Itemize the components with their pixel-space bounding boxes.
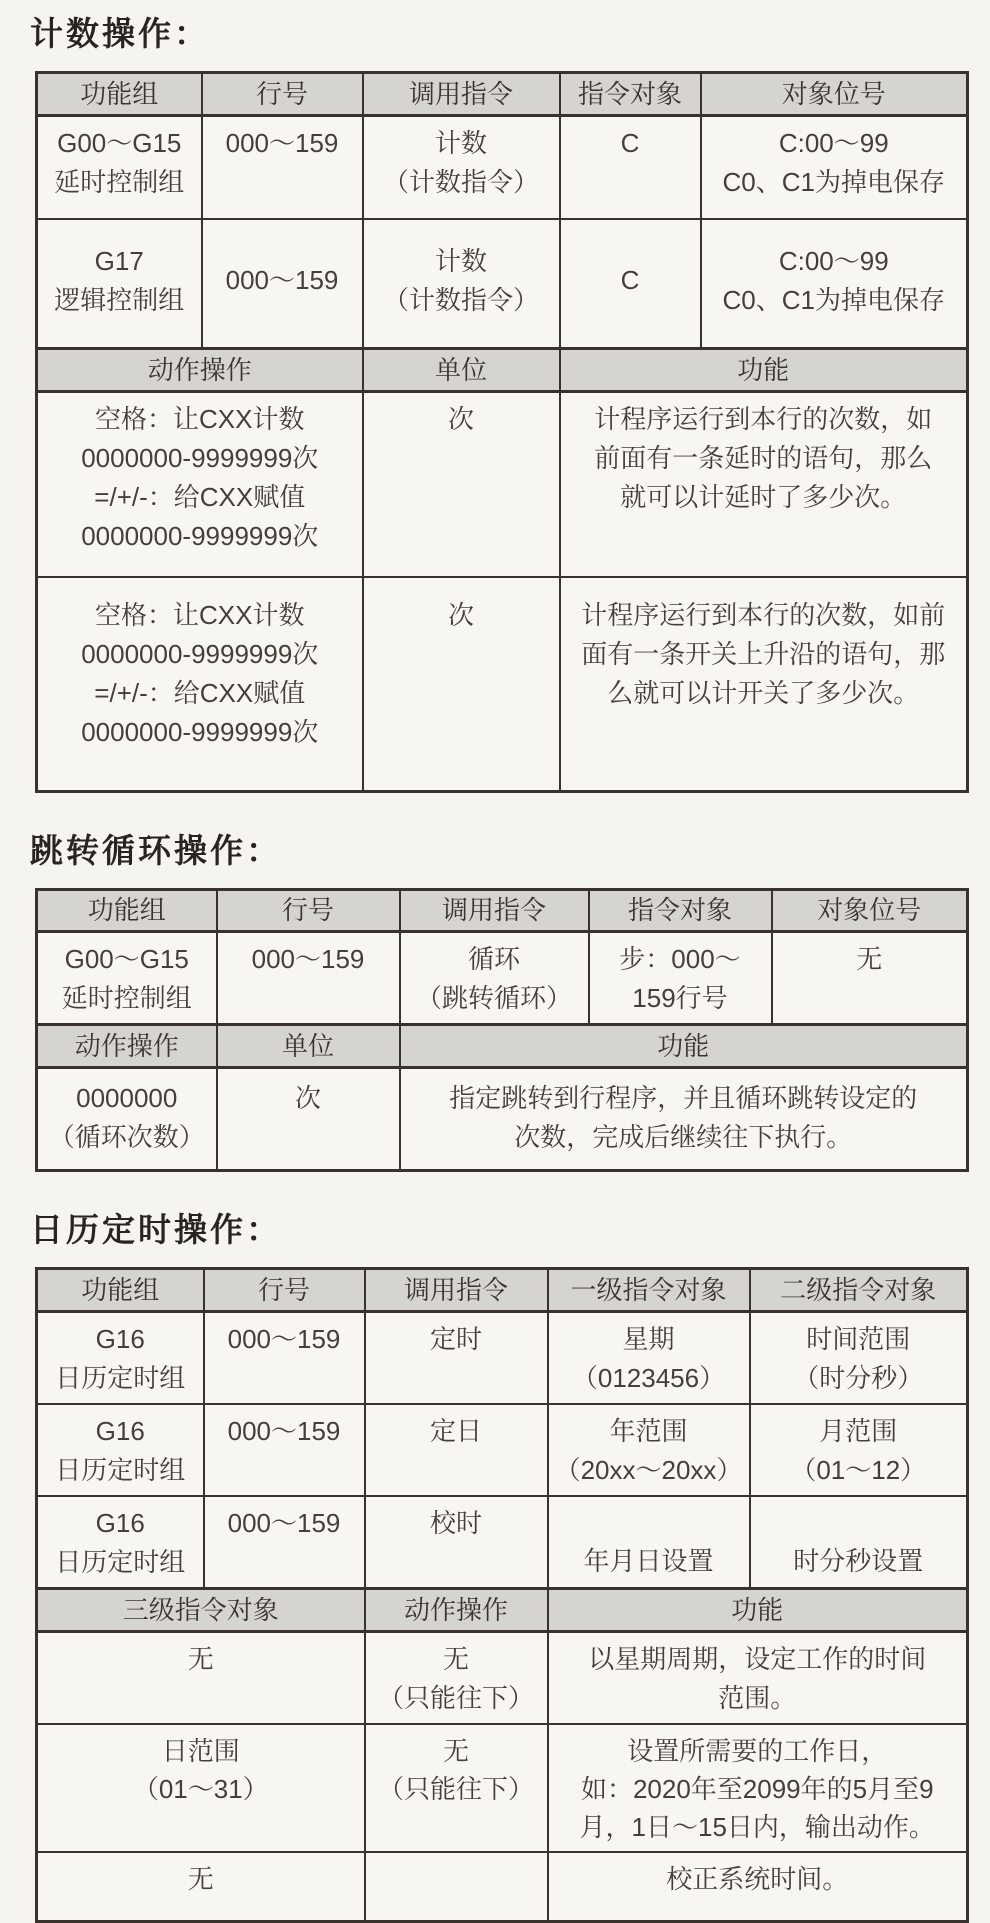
table-cell bbox=[548, 1852, 968, 1921]
cell-text-line: 计程序运行到本行的次数，如前 bbox=[581, 599, 946, 630]
counting-operations-table bbox=[35, 71, 969, 793]
section-title-jump-loop: 跳转循环操作： bbox=[30, 832, 282, 869]
cell-text-line: 设置所需要的工作日， bbox=[627, 1736, 888, 1766]
cell-text-line: 000～159 bbox=[225, 128, 339, 158]
table-cell bbox=[365, 1404, 548, 1496]
cell-text-line: 步：000～ bbox=[619, 944, 741, 974]
table-cell bbox=[701, 116, 968, 219]
table-cell bbox=[365, 1852, 548, 1921]
table-cell bbox=[750, 1496, 968, 1589]
cell-text-line: 次数，完成后继续往下执行。 bbox=[514, 1122, 853, 1152]
table-cell bbox=[37, 1852, 365, 1921]
cell-text-line: （计数指令） bbox=[382, 167, 539, 197]
table-row bbox=[37, 1269, 968, 1312]
table-cell bbox=[37, 1724, 365, 1852]
table-row bbox=[37, 1632, 968, 1725]
cell-text-line: 空格：让CXX计数 bbox=[95, 404, 305, 434]
cell-text-line: 时间范围 bbox=[806, 1324, 911, 1354]
cell-text-line: （计数指令） bbox=[382, 284, 539, 315]
cell-text-line: 动作操作 bbox=[403, 1594, 508, 1625]
column-header bbox=[37, 349, 363, 392]
column-header bbox=[548, 1269, 750, 1312]
cell-text-line: 就可以计延时了多少次。 bbox=[620, 482, 907, 512]
table-cell bbox=[217, 932, 400, 1025]
cell-text-line: 指令对象 bbox=[577, 78, 682, 109]
cell-text-line: 三级指令对象 bbox=[122, 1594, 279, 1625]
cell-text-line: 一级指令对象 bbox=[570, 1274, 727, 1305]
section-title-counting: 计数操作： bbox=[30, 15, 210, 52]
cell-text-line: 0000000-9999999次 bbox=[81, 521, 319, 551]
column-header bbox=[202, 73, 363, 116]
table-cell bbox=[204, 1404, 365, 1496]
cell-text-line: 无 bbox=[442, 1644, 469, 1674]
table-row bbox=[37, 392, 968, 577]
cell-text-line: G17 bbox=[94, 245, 144, 276]
cell-text-line: 计程序运行到本行的次数，如 bbox=[594, 404, 933, 434]
cell-text-line: 校时 bbox=[429, 1508, 482, 1538]
table-row bbox=[37, 1068, 968, 1171]
table-cell bbox=[217, 1068, 400, 1171]
table-cell bbox=[560, 116, 701, 219]
table-cell bbox=[750, 1312, 968, 1405]
table-cell bbox=[363, 392, 560, 577]
table-cell bbox=[204, 1496, 365, 1589]
cell-text-line: G16 bbox=[95, 1324, 145, 1354]
cell-text-line: 无 bbox=[187, 1864, 214, 1894]
cell-text-line: 延时控制组 bbox=[54, 167, 185, 197]
cell-text-line: C:00～99 bbox=[778, 128, 889, 158]
table-cell bbox=[202, 116, 363, 219]
cell-text-line: （循环次数） bbox=[48, 1122, 205, 1152]
cell-text-line: 对象位号 bbox=[781, 78, 886, 109]
column-header bbox=[37, 1025, 217, 1068]
cell-text-line: 定时 bbox=[429, 1324, 482, 1354]
cell-text-line: 月，1日～15日内，输出动作。 bbox=[579, 1812, 935, 1842]
cell-text-line: 面有一条开关上升沿的语句，那 bbox=[581, 638, 946, 669]
column-header bbox=[772, 890, 968, 932]
column-header bbox=[217, 890, 400, 932]
calendar-timer-operations-table bbox=[35, 1267, 969, 1923]
table-cell bbox=[37, 1632, 365, 1725]
cell-text-line: 000～159 bbox=[227, 1324, 341, 1354]
table-cell bbox=[701, 219, 968, 349]
column-header bbox=[701, 73, 968, 116]
cell-text-line: 0000000-9999999次 bbox=[81, 716, 319, 747]
cell-text-line: 0000000-9999999次 bbox=[81, 638, 319, 669]
cell-text-line: =/+/-：给CXX赋值 bbox=[94, 482, 306, 512]
table-cell bbox=[37, 392, 363, 577]
table-cell bbox=[204, 1312, 365, 1405]
column-header bbox=[363, 349, 560, 392]
cell-text-line: 000～159 bbox=[227, 1416, 341, 1446]
table-cell bbox=[363, 116, 560, 219]
column-header bbox=[400, 1025, 968, 1068]
cell-text-line: 000～159 bbox=[251, 944, 365, 974]
cell-text-line: （跳转循环） bbox=[415, 983, 572, 1013]
cell-text-line: 时分秒设置 bbox=[793, 1546, 924, 1576]
cell-text-line: 年月日设置 bbox=[583, 1546, 714, 1576]
table-cell bbox=[548, 1724, 968, 1852]
cell-text-line: 000～159 bbox=[227, 1508, 341, 1538]
cell-text-line: 定日 bbox=[429, 1416, 482, 1446]
cell-text-line: 日历定时组 bbox=[55, 1363, 186, 1393]
cell-text-line: 159行号 bbox=[632, 983, 728, 1013]
cell-text-line: 么就可以计开关了多少次。 bbox=[607, 677, 920, 708]
cell-text-line: C bbox=[620, 265, 640, 296]
column-header bbox=[750, 1269, 968, 1312]
table-cell bbox=[37, 1068, 217, 1171]
table-row bbox=[37, 1724, 968, 1852]
cell-text-line: 空格：让CXX计数 bbox=[95, 599, 305, 630]
section-title-calendar-timer: 日历定时操作： bbox=[30, 1211, 282, 1248]
column-header bbox=[548, 1589, 968, 1632]
table-cell bbox=[202, 219, 363, 349]
cell-text-line: C0、C1为掉电保存 bbox=[722, 167, 945, 197]
cell-text-line: 计数 bbox=[434, 128, 487, 158]
table-row bbox=[37, 1852, 968, 1921]
cell-text-line: 无 bbox=[187, 1644, 214, 1674]
column-header bbox=[365, 1269, 548, 1312]
cell-text-line: 无 bbox=[442, 1736, 469, 1766]
table-cell bbox=[37, 577, 363, 792]
table-cell bbox=[560, 392, 968, 577]
cell-text-line: G16 bbox=[95, 1416, 145, 1446]
table-row bbox=[37, 1589, 968, 1632]
cell-text-line: G16 bbox=[95, 1508, 145, 1538]
cell-text-line: 次 bbox=[294, 1083, 321, 1113]
table-cell bbox=[363, 577, 560, 792]
cell-text-line: 日范围 bbox=[161, 1736, 240, 1766]
cell-text-line: 日历定时组 bbox=[55, 1547, 186, 1577]
cell-text-line: 校正系统时间。 bbox=[666, 1864, 849, 1894]
table-cell bbox=[548, 1312, 750, 1405]
cell-text-line: =/+/-：给CXX赋值 bbox=[94, 677, 306, 708]
cell-text-line: 行号 bbox=[281, 895, 334, 925]
column-header bbox=[217, 1025, 400, 1068]
cell-text-line: （只能往下） bbox=[377, 1774, 534, 1804]
table-row bbox=[37, 1025, 968, 1068]
table-cell bbox=[365, 1724, 548, 1852]
table-cell bbox=[772, 932, 968, 1025]
cell-text-line: 功能组 bbox=[80, 78, 159, 109]
table-row bbox=[37, 116, 968, 219]
table-cell bbox=[750, 1404, 968, 1496]
column-header bbox=[589, 890, 772, 932]
cell-text-line: C0、C1为掉电保存 bbox=[722, 284, 945, 315]
cell-text-line: C:00～99 bbox=[778, 245, 889, 276]
cell-text-line: 单位 bbox=[434, 354, 487, 385]
column-header bbox=[560, 349, 968, 392]
table-cell bbox=[548, 1496, 750, 1589]
table-row bbox=[37, 219, 968, 349]
cell-text-line: （01～31） bbox=[132, 1774, 269, 1804]
cell-text-line: 以星期周期，设定工作的时间 bbox=[588, 1644, 927, 1674]
cell-text-line: 前面有一条延时的语句，那么 bbox=[594, 443, 933, 473]
table-row bbox=[37, 1404, 968, 1496]
cell-text-line: G00～G15 bbox=[64, 944, 189, 974]
table-row bbox=[37, 1496, 968, 1589]
table-cell bbox=[400, 932, 589, 1025]
cell-text-line: 指定跳转到行程序，并且循环跳转设定的 bbox=[449, 1083, 918, 1113]
cell-text-line: 000～159 bbox=[225, 265, 339, 296]
cell-text-line: 逻辑控制组 bbox=[54, 284, 185, 315]
cell-text-line: 无 bbox=[856, 944, 883, 974]
table-row bbox=[37, 1312, 968, 1405]
table-cell bbox=[365, 1632, 548, 1725]
cell-text-line: 动作操作 bbox=[147, 354, 252, 385]
table-cell bbox=[37, 116, 202, 219]
cell-text-line: 如：2020年至2099年的5月至9 bbox=[580, 1774, 934, 1804]
cell-text-line: 星期 bbox=[622, 1324, 675, 1354]
cell-text-line: 循环 bbox=[467, 944, 520, 974]
table-cell bbox=[548, 1404, 750, 1496]
table-cell bbox=[365, 1312, 548, 1405]
table-row bbox=[37, 349, 968, 392]
table-cell bbox=[37, 1404, 204, 1496]
cell-text-line: （20xx～20xx） bbox=[554, 1455, 743, 1485]
table-cell bbox=[363, 219, 560, 349]
table-cell bbox=[548, 1632, 968, 1725]
cell-text-line: （0123456） bbox=[571, 1363, 726, 1393]
table-row bbox=[37, 890, 968, 932]
cell-text-line: 功能组 bbox=[81, 1274, 160, 1305]
column-header bbox=[363, 73, 560, 116]
column-header bbox=[400, 890, 589, 932]
cell-text-line: 调用指令 bbox=[441, 895, 546, 925]
cell-text-line: 功能组 bbox=[87, 895, 166, 925]
cell-text-line: 0000000 bbox=[76, 1083, 178, 1113]
table-row bbox=[37, 73, 968, 116]
cell-text-line: 二级指令对象 bbox=[780, 1274, 937, 1305]
cell-text-line: 延时控制组 bbox=[61, 983, 192, 1013]
cell-text-line: G00～G15 bbox=[57, 128, 182, 158]
cell-text-line: 对象位号 bbox=[817, 895, 922, 925]
cell-text-line: 0000000-9999999次 bbox=[81, 443, 319, 473]
cell-text-line: 范围。 bbox=[718, 1683, 797, 1713]
cell-text-line: 指令对象 bbox=[627, 895, 732, 925]
cell-text-line: （只能往下） bbox=[377, 1683, 534, 1713]
table-cell bbox=[37, 932, 217, 1025]
table-row bbox=[37, 932, 968, 1025]
cell-text-line: 功能 bbox=[737, 354, 790, 385]
column-header bbox=[560, 73, 701, 116]
table-cell bbox=[37, 219, 202, 349]
cell-text-line: 年范围 bbox=[609, 1416, 688, 1446]
table-cell bbox=[560, 219, 701, 349]
table-cell bbox=[365, 1496, 548, 1589]
cell-text-line: 单位 bbox=[281, 1030, 334, 1061]
column-header bbox=[37, 890, 217, 932]
cell-text-line: 动作操作 bbox=[74, 1030, 179, 1061]
cell-text-line: 行号 bbox=[257, 1274, 310, 1305]
table-row bbox=[37, 577, 968, 792]
table-cell bbox=[589, 932, 772, 1025]
cell-text-line: 次 bbox=[447, 404, 474, 434]
table-cell bbox=[560, 577, 968, 792]
cell-text-line: （01～12） bbox=[790, 1455, 927, 1485]
cell-text-line: （时分秒） bbox=[793, 1363, 924, 1393]
column-header bbox=[365, 1589, 548, 1632]
table-cell bbox=[37, 1496, 204, 1589]
cell-text-line: 功能 bbox=[657, 1030, 710, 1061]
cell-text-line: 月范围 bbox=[819, 1416, 898, 1446]
cell-text-line: 计数 bbox=[434, 245, 487, 276]
table-cell bbox=[37, 1312, 204, 1405]
cell-text-line: 调用指令 bbox=[408, 78, 513, 109]
table-cell bbox=[400, 1068, 968, 1171]
cell-text-line: 次 bbox=[447, 599, 474, 630]
column-header bbox=[204, 1269, 365, 1312]
cell-text-line: 日历定时组 bbox=[55, 1455, 186, 1485]
cell-text-line: C bbox=[620, 128, 640, 158]
cell-text-line: 行号 bbox=[255, 78, 308, 109]
cell-text-line: 调用指令 bbox=[403, 1274, 508, 1305]
column-header bbox=[37, 1269, 204, 1312]
cell-text-line: 功能 bbox=[731, 1594, 784, 1625]
column-header bbox=[37, 1589, 365, 1632]
column-header bbox=[37, 73, 202, 116]
jump-loop-operations-table bbox=[35, 888, 969, 1172]
